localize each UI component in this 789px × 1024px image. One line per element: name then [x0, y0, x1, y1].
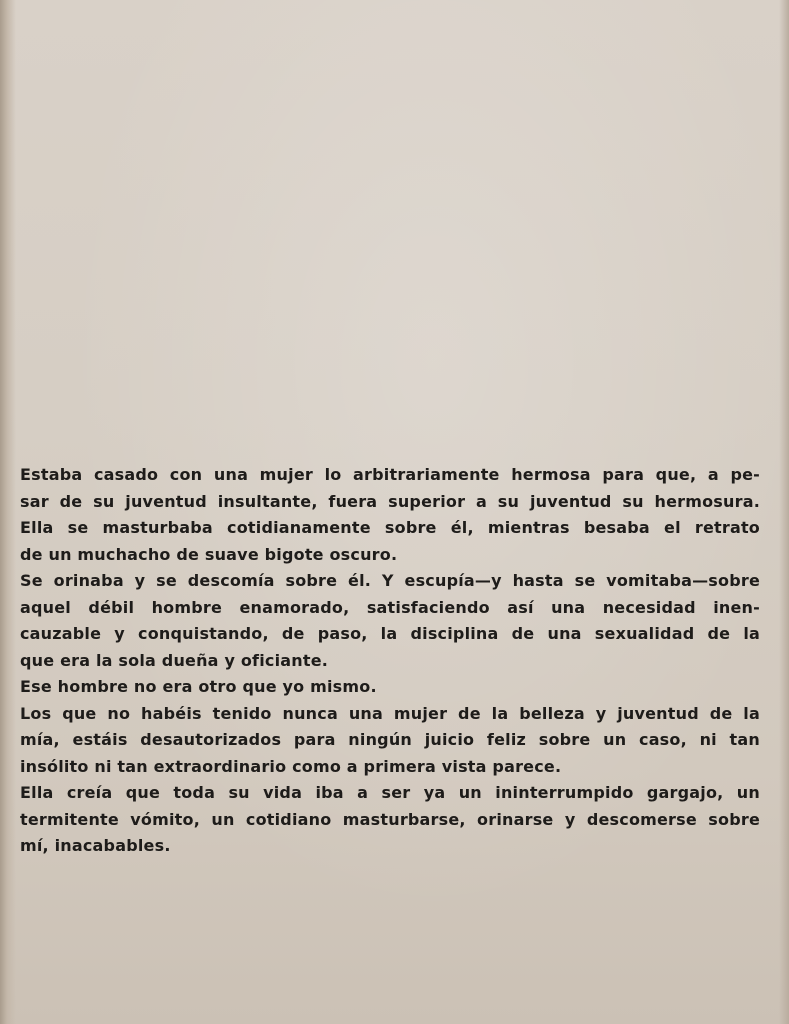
- text-line-15: mí, inacabables.: [20, 836, 171, 855]
- page-edge-shadow: [779, 0, 789, 1024]
- text-line-6: aquel débil hombre enamorado, satisfaciendo así una necesidad inen-: [20, 597, 760, 617]
- text-line-5: Se orinaba y se descomía sobre él. Y escupía—y hasta se vomitaba—sobre: [20, 571, 760, 590]
- text-line-11: mía, estáis desautorizados para ningún juicio feliz sobre un caso, ni tan: [20, 730, 760, 749]
- body-text: [20, 462, 760, 860]
- text-line-7: cauzable y conquistando, de paso, la disciplina de una sexualidad de la: [20, 624, 760, 643]
- text-line-1: Estaba casado con una mujer lo arbitrariamente hermosa para que, a pe-: [20, 465, 760, 484]
- text-line-14: termitente vómito, un cotidiano masturbarse, orinarse y descomerse sobre: [20, 809, 760, 829]
- text-line-13: Ella creía que toda su vida iba a ser ya un ininterrumpido gargajo, un: [20, 783, 760, 802]
- text-line-8: que era la sola dueña y oficiante.: [20, 650, 329, 670]
- text-line-2: sar de su juventud insultante, fuera superior a su juventud su hermosura.: [20, 491, 760, 511]
- page-gutter-shadow: [0, 0, 16, 1024]
- text-line-4: de un muchacho de suave bigote oscuro.: [20, 544, 398, 564]
- text-line-3: Ella se masturbaba cotidianamente sobre él, mientras besaba el retrato: [20, 518, 760, 537]
- text-line-12: insólito ni tan extraordinario como a primera vista parece.: [20, 756, 562, 776]
- text-line-10: Los que no habéis tenido nunca una mujer de la belleza y juventud de la: [20, 703, 760, 723]
- text-line-9: Ese hombre no era otro que yo mismo.: [20, 677, 377, 696]
